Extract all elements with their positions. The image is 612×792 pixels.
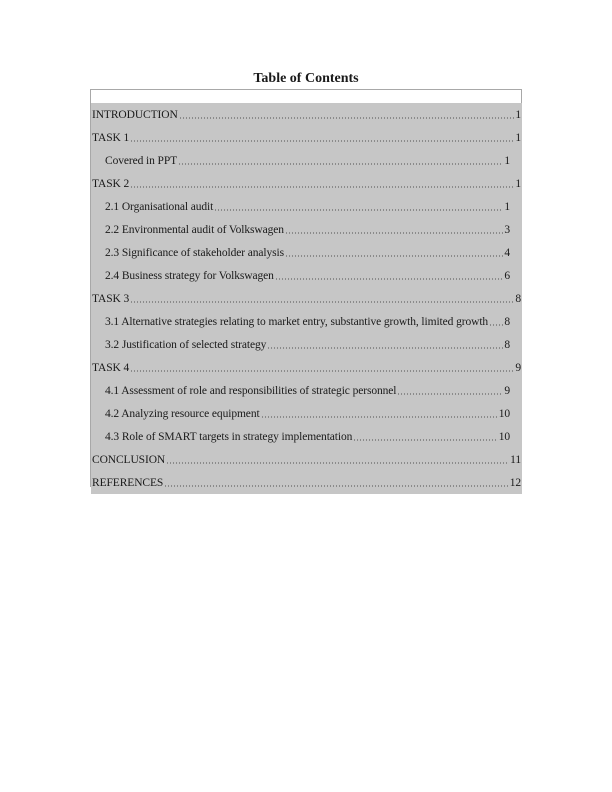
toc-entry-label: TASK 2 [92, 177, 130, 190]
toc-entry-4-1[interactable] [91, 379, 522, 402]
toc-entry-4-2[interactable] [91, 402, 522, 425]
toc-entry-page: 3 [504, 223, 510, 236]
toc-entry-task-2[interactable] [91, 172, 522, 195]
toc-entry-label: Covered in PPT [105, 154, 178, 167]
dot-leader [164, 485, 508, 487]
toc-entry-label: TASK 3 [92, 292, 130, 305]
dot-leader [285, 232, 503, 234]
toc-entry-page: 9 [515, 361, 521, 374]
toc-entry-label: 4.1 Assessment of role and responsibilities of strategic personnel [105, 384, 397, 397]
toc-entry-page: 1 [515, 177, 521, 190]
dot-leader [267, 347, 503, 349]
toc-entry-label: TASK 4 [92, 361, 130, 374]
toc-entry-conclusion[interactable] [91, 448, 522, 471]
toc-field[interactable] [90, 89, 522, 487]
toc-entry-3-2[interactable] [91, 333, 522, 356]
toc-entry-task-1[interactable] [91, 126, 522, 149]
toc-entry-label: 4.3 Role of SMART targets in strategy implementation [105, 430, 353, 443]
toc-entry-page: 6 [504, 269, 510, 282]
toc-entry-introduction[interactable] [91, 103, 522, 126]
toc-entry-label: TASK 1 [92, 131, 130, 144]
toc-entry-page: 10 [498, 407, 510, 420]
dot-leader [178, 163, 503, 165]
toc-entry-label: REFERENCES [92, 476, 164, 489]
toc-entry-label: 3.2 Justification of selected strategy [105, 338, 267, 351]
dot-leader [130, 370, 514, 372]
dot-leader [489, 324, 503, 326]
dot-leader [285, 255, 503, 257]
toc-entry-page: 4 [504, 246, 510, 259]
toc-entry-label: 4.2 Analyzing resource equipment [105, 407, 260, 420]
toc-entry-2-2[interactable] [91, 218, 522, 241]
toc-entry-references[interactable] [91, 471, 522, 494]
toc-entry-task-3[interactable] [91, 287, 522, 310]
toc-entry-2-1[interactable] [91, 195, 522, 218]
dot-leader [130, 186, 514, 188]
toc-entry-label: 3.1 Alternative strategies relating to market entry, substantive growth, limited growth [105, 315, 489, 328]
toc-entry-label: CONCLUSION [92, 453, 166, 466]
dot-leader [397, 393, 503, 395]
toc-entry-2-3[interactable] [91, 241, 522, 264]
toc-entry-page: 1 [515, 108, 521, 121]
toc-entry-page: 1 [504, 200, 510, 213]
toc-entry-label: INTRODUCTION [92, 108, 178, 121]
dot-leader [166, 462, 509, 464]
toc-entry-page: 11 [510, 453, 521, 466]
dot-leader [353, 439, 497, 441]
toc-entry-page: 1 [515, 131, 521, 144]
toc-entry-label: 2.2 Environmental audit of Volkswagen [105, 223, 284, 236]
toc-entry-4-3[interactable] [91, 425, 522, 448]
toc-entry-label: 2.1 Organisational audit [105, 200, 214, 213]
toc-entry-page: 10 [498, 430, 510, 443]
dot-leader [179, 117, 515, 119]
dot-leader [130, 301, 514, 303]
toc-entry-page: 8 [515, 292, 521, 305]
dot-leader [130, 140, 514, 142]
toc-entry-page: 8 [504, 338, 510, 351]
toc-entry-covered-in-ppt[interactable] [91, 149, 522, 172]
toc-entry-page: 9 [504, 384, 510, 397]
toc-entry-task-4[interactable] [91, 356, 522, 379]
dot-leader [214, 209, 503, 211]
toc-entry-page: 8 [504, 315, 510, 328]
toc-entry-2-4[interactable] [91, 264, 522, 287]
toc-entry-page: 12 [509, 476, 521, 489]
toc-entry-3-1[interactable] [91, 310, 522, 333]
toc-entry-label: 2.3 Significance of stakeholder analysis [105, 246, 284, 259]
dot-leader [275, 278, 504, 280]
toc-title: Table of Contents [253, 71, 359, 86]
toc-list [91, 103, 522, 494]
toc-entry-page: 1 [504, 154, 510, 167]
dot-leader [261, 416, 498, 418]
toc-entry-label: 2.4 Business strategy for Volkswagen [105, 269, 274, 282]
